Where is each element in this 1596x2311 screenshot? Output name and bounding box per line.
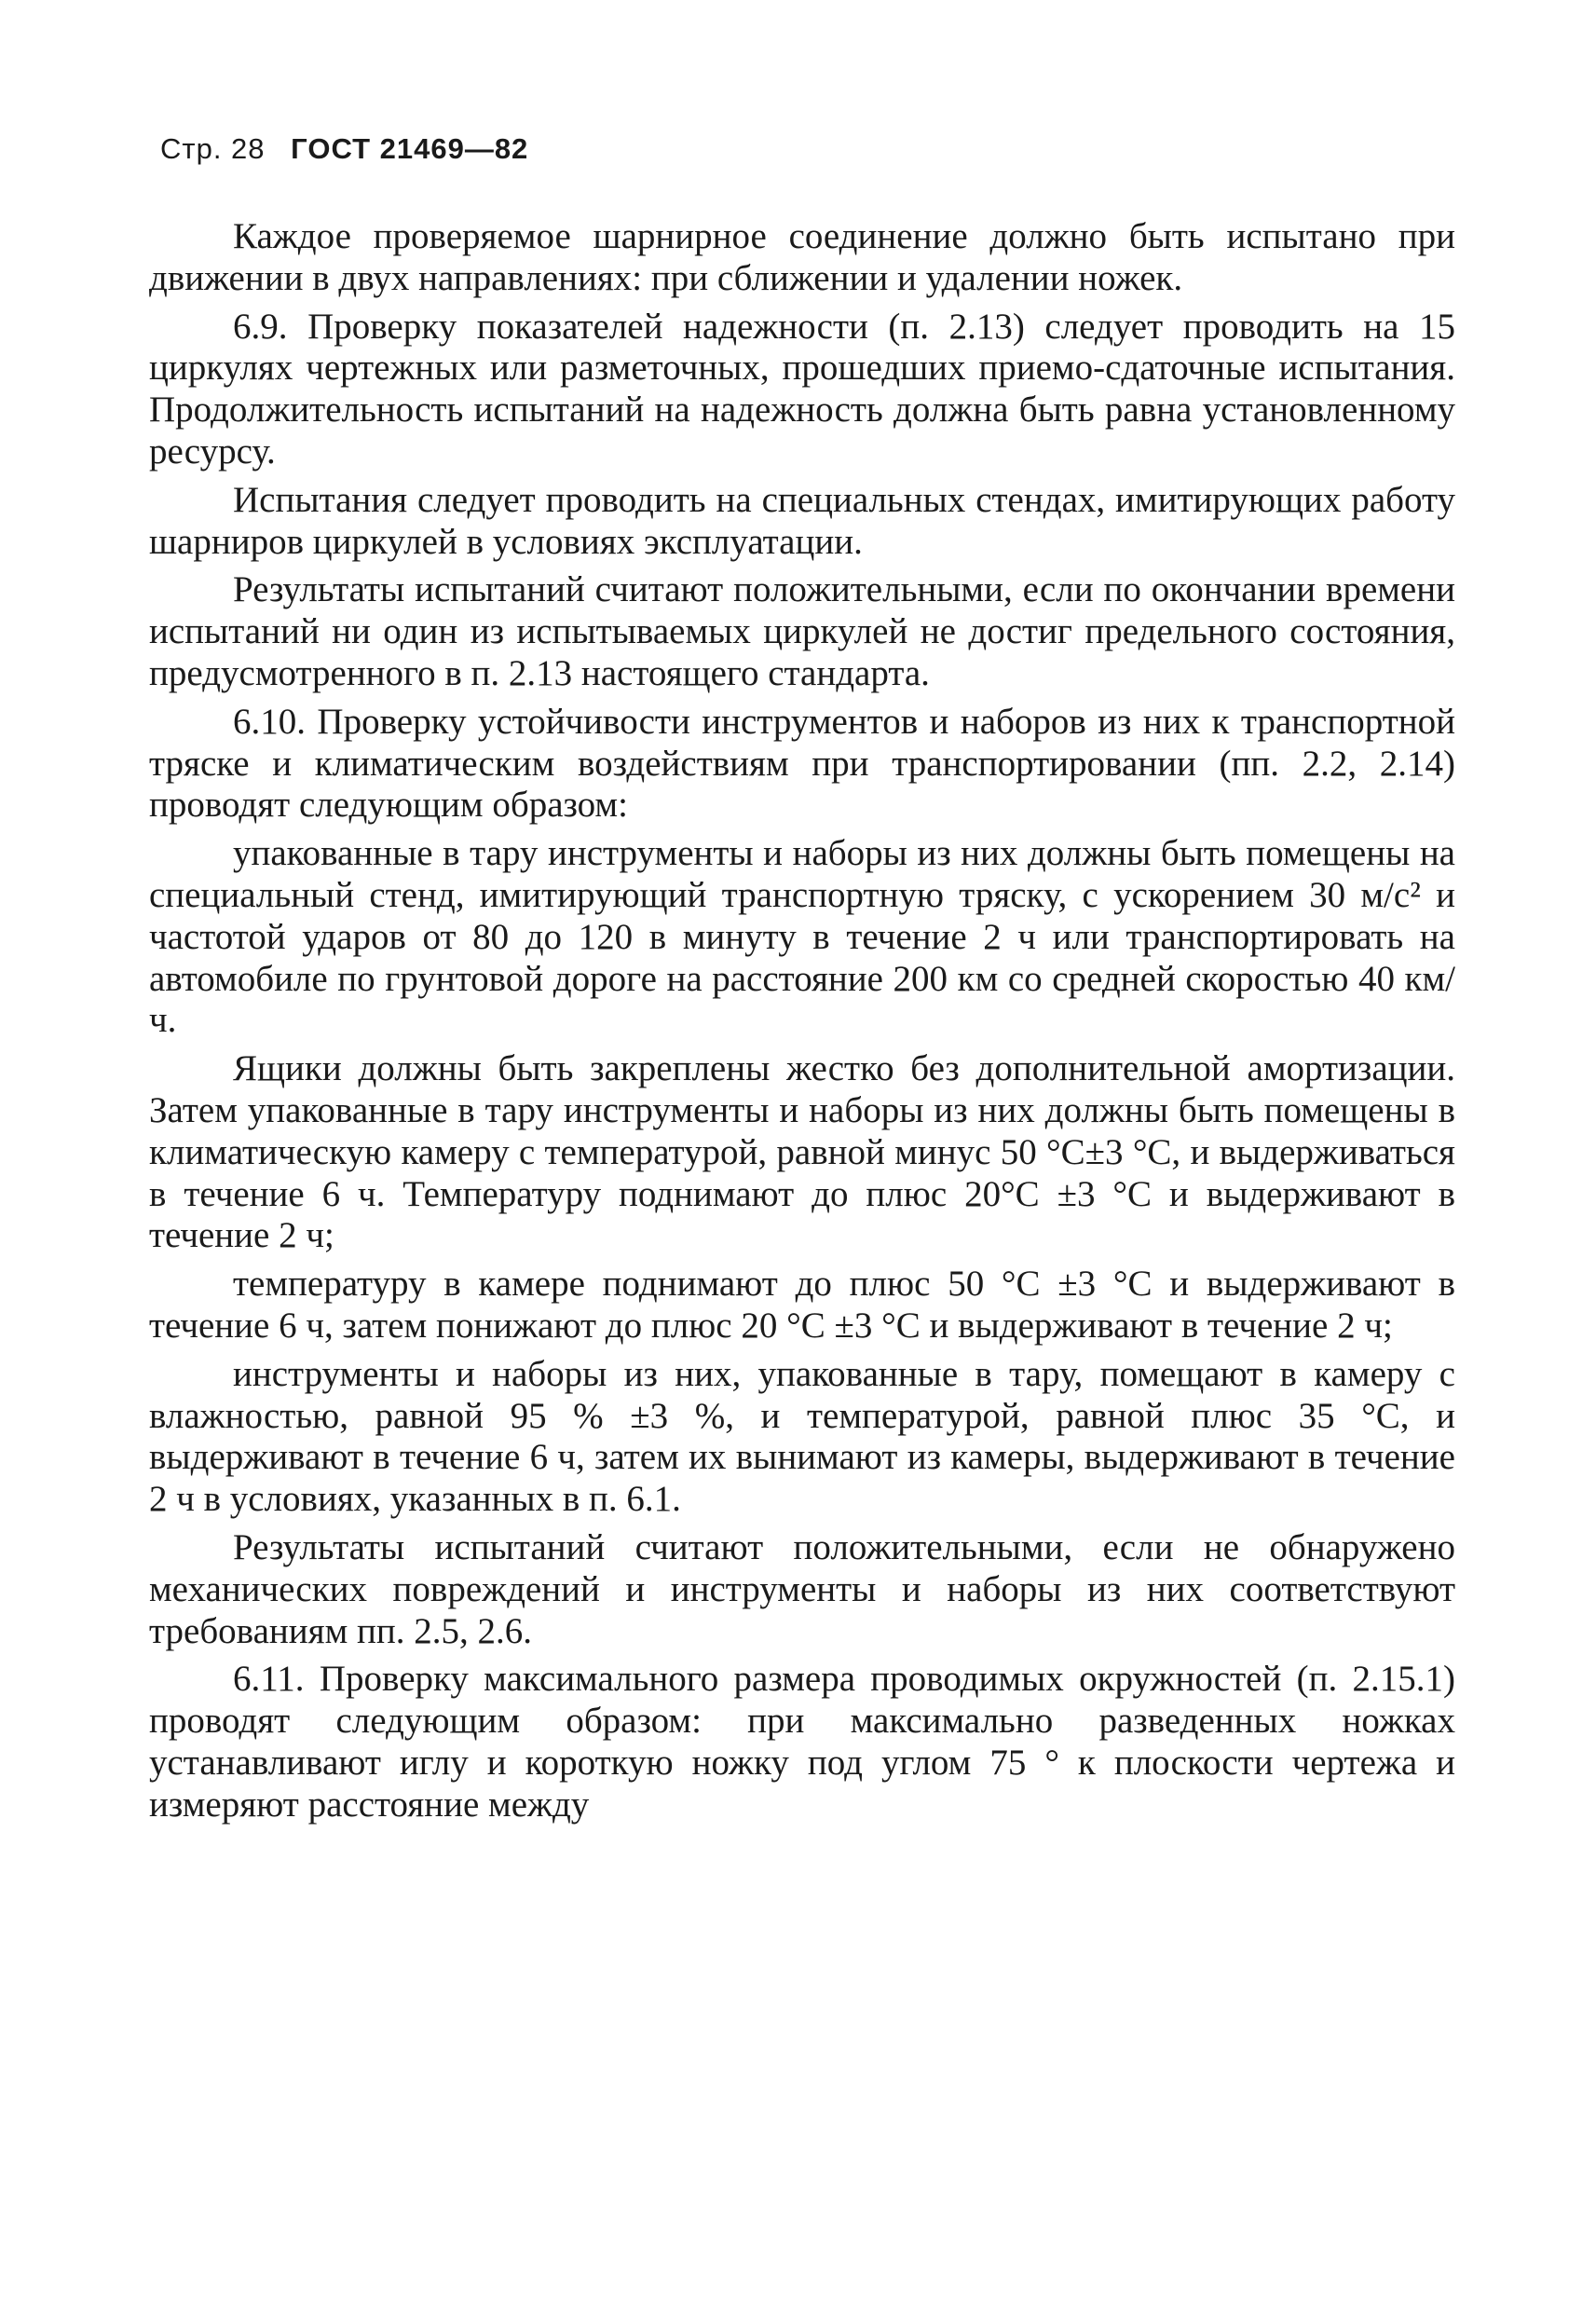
paragraph-test-stands: Испытания следует проводить на специальных стендах, имитирующих работу шарниров циркулей в условиях эксплуатации. [149,479,1455,562]
paragraph-6-9-reliability: 6.9. Проверку показателей надежности (п. 2.13) следует проводить на 15 циркулях чертежных или разметочных, прошедших приемо-сдаточные испытания. Продолжительность испытаний на надежность должна быть равна установленному ресурсу. [149,306,1455,472]
page-number: Стр. 28 [160,132,266,165]
paragraph-6-11-max-circle: 6.11. Проверку максимального размера проводимых окружностей (п. 2.15.1) проводят следующим образом: при максимально разведенных ножках устанавливают иглу и короткую ножку под углом 75 ° к плоскости чертежа и измеряют расстояние между [149,1659,1455,1825]
paragraph-transport-result: Результаты испытаний считают положительными, если не обнаружено механических повреждений и инструменты и наборы из них соответствуют требованиям пп. 2.5, 2.6. [149,1526,1455,1651]
standard-designation: ГОСТ 21469—82 [291,132,529,165]
paragraph-humidity-test: инструменты и наборы из них, упакованные в тару, помещают в камеру с влажностью, равной 95 % ±3 %, и температурой, равной плюс 35 °С, и выдерживают в течение 6 ч, затем их вынимают из камеры, выдерживают в течение 2 ч в условиях, указанных в п. 6.1. [149,1353,1455,1520]
paragraph-vibration-test: упакованные в тару инструменты и наборы из них должны быть помещены на специальный стенд, имитирующий транспортную тряску, с ускорением 30 м/с² и частотой ударов от 80 до 120 в минуту в течение 2 ч или транспортировать на автомобиле по грунтовой дороге на расстояние 200 км со средней скоростью 40 км/ч. [149,833,1455,1041]
body-text [149,216,1455,1832]
paragraph-reliability-result: Результаты испытаний считают положительными, если по окончании времени испытаний ни один из испытываемых циркулей не достиг предельного состояния, предусмотренного в п. 2.13 настоящего стандарта. [149,569,1455,693]
paragraph-joint-test: Каждое проверяемое шарнирное соединение должно быть испытано при движении в двух направлениях: при сближении и удалении ножек. [149,216,1455,298]
paragraph-cold-test: Ящики должны быть закреплены жестко без дополнительной амортизации. Затем упакованные в тару инструменты и наборы из них должны быть помещены в климатическую камеру с температурой, равной минус 50 °С±3 °С, и выдерживаться в течение 6 ч. Температуру поднимают до плюс 20°С ±3 °С и выдерживают в течение 2 ч; [149,1048,1455,1256]
paragraph-heat-test: температуру в камере поднимают до плюс 50 °С ±3 °С и выдерживают в течение 6 ч, затем понижают до плюс 20 °С ±3 °С и выдерживают в течение 2 ч; [149,1264,1455,1346]
page-header [160,132,528,166]
paragraph-6-10-transport: 6.10. Проверку устойчивости инструментов и наборов из них к транспортной тряске и климатическим воздействиям при транспортировании (пп. 2.2, 2.14) проводят следующим образом: [149,701,1455,826]
